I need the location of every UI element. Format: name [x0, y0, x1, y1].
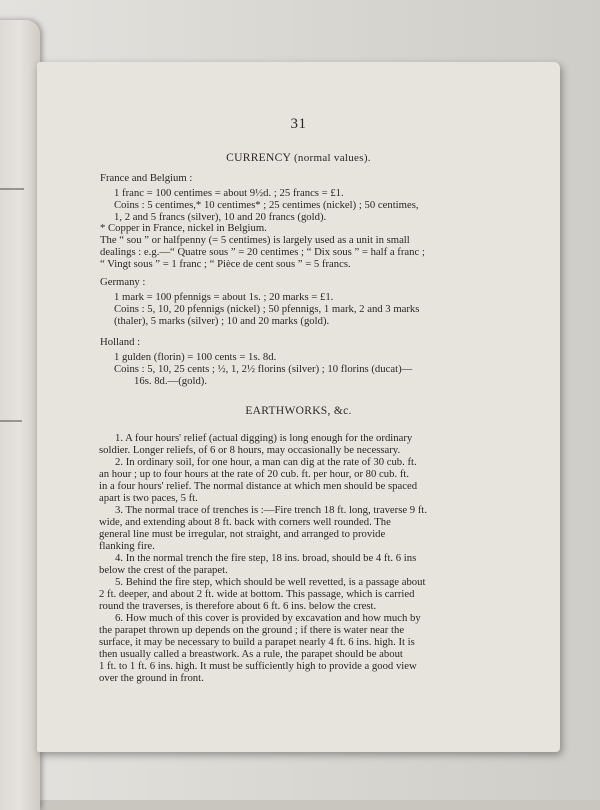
text-line: 1. A four hours' relief (actual digging) is long enough for the ordinary: [115, 432, 413, 444]
text-line: 1 ft. to 1 ft. 6 ins. high. It must be sufficiently high to provide a good view: [99, 660, 417, 672]
text-line: general line must be irregular, not straight, and arranged to provide: [99, 528, 386, 540]
text-line: 16s. 8d.—(gold).: [134, 375, 208, 387]
text-line: in a four hours' relief. The normal distance at which men should be spaced: [99, 480, 418, 492]
text-line: over the ground in front.: [99, 672, 204, 684]
text-line: 6. How much of this cover is provided by excavation and how much by: [115, 612, 421, 624]
text-line: Coins : 5, 10, 20 pfennigs (nickel) ; 50 pfennigs, 1 mark, 2 and 3 marks: [114, 303, 420, 315]
text-line: 4. In the normal trench the fire step, 18 ins. broad, should be 4 ft. 6 ins: [115, 552, 417, 564]
text-line: wide, and extending about 8 ft. back with corners well rounded. The: [99, 516, 391, 528]
text-line: below the crest of the parapet.: [99, 564, 228, 576]
footnote-line: * Copper in France, nickel in Belgium.: [100, 222, 267, 234]
country-label-france: France and Belgium :: [100, 172, 193, 184]
text-line: flanking fire.: [99, 540, 155, 552]
text-line: 2. In ordinary soil, for one hour, a man can dig at the rate of 30 cub. ft.: [115, 456, 417, 468]
text-line: 1 mark = 100 pfennigs = about 1s. ; 20 marks = £1.: [114, 291, 334, 303]
text-line: then usually called a breastwork. As a rule, the parapet should be about: [99, 648, 403, 660]
text-line: soldier. Longer reliefs, of 6 or 8 hours, may occasionally be necessary.: [99, 444, 401, 456]
country-label-germany: Germany :: [100, 276, 146, 288]
text-line: the parapet thrown up depends on the ground ; if there is water near the: [99, 624, 405, 636]
currency-title: CURRENCY: [226, 152, 291, 164]
currency-heading: [37, 152, 560, 164]
text-line: Coins : 5, 10, 25 cents ; ½, 1, 2½ florins (silver) ; 10 florins (ducat)—: [114, 363, 413, 375]
text-line: surface, it may be necessary to build a parapet nearly 4 ft. 6 ins. high. It is: [99, 636, 415, 648]
text-line: round the traverses, is therefore about 6 ft. 6 ins. below the crest.: [99, 600, 377, 612]
previous-page-edge: [0, 20, 40, 810]
text-line: apart is two paces, 5 ft.: [99, 492, 198, 504]
text-line: 1 gulden (florin) = 100 cents = 1s. 8d.: [114, 351, 277, 363]
currency-subtitle: (normal values).: [293, 152, 371, 164]
text-line: 2 ft. deeper, and about 2 ft. wide at bottom. This passage, which is carried: [99, 588, 415, 600]
text-line: Coins : 5 centimes,* 10 centimes* ; 25 centimes (nickel) ; 50 centimes,: [114, 199, 419, 211]
text-line: 1 franc = 100 centimes = about 9½d. ; 25 francs = £1.: [114, 187, 344, 199]
text-line: The “ sou ” or halfpenny (= 5 centimes) is largely used as a unit in small: [100, 234, 410, 246]
text-line: 1, 2 and 5 francs (silver), 10 and 20 francs (gold).: [114, 211, 327, 223]
text-line: (thaler), 5 marks (silver) ; 10 and 20 marks (gold).: [114, 315, 330, 327]
text-line: dealings : e.g.—“ Quatre sous ” = 20 centimes ; “ Dix sous ” = half a franc ;: [100, 246, 425, 258]
text-line: 5. Behind the fire step, which should be well revetted, is a passage about: [115, 576, 426, 588]
previous-page-rule: [0, 188, 24, 190]
page-number: 31: [290, 116, 307, 132]
book-page: [37, 62, 560, 752]
text-line: an hour ; up to four hours at the rate of 20 cub. ft. per hour, or 80 cub. ft.: [99, 468, 410, 480]
country-label-holland: Holland :: [100, 336, 141, 348]
text-line: “ Vingt sous ” = 1 franc ; “ Pièce de cent sous ” = 5 francs.: [100, 258, 351, 270]
earthworks-heading: EARTHWORKS, &c.: [245, 405, 352, 417]
previous-page-rule: [0, 420, 22, 422]
text-line: 3. The normal trace of trenches is :—Fire trench 18 ft. long, traverse 9 ft.: [115, 504, 428, 516]
